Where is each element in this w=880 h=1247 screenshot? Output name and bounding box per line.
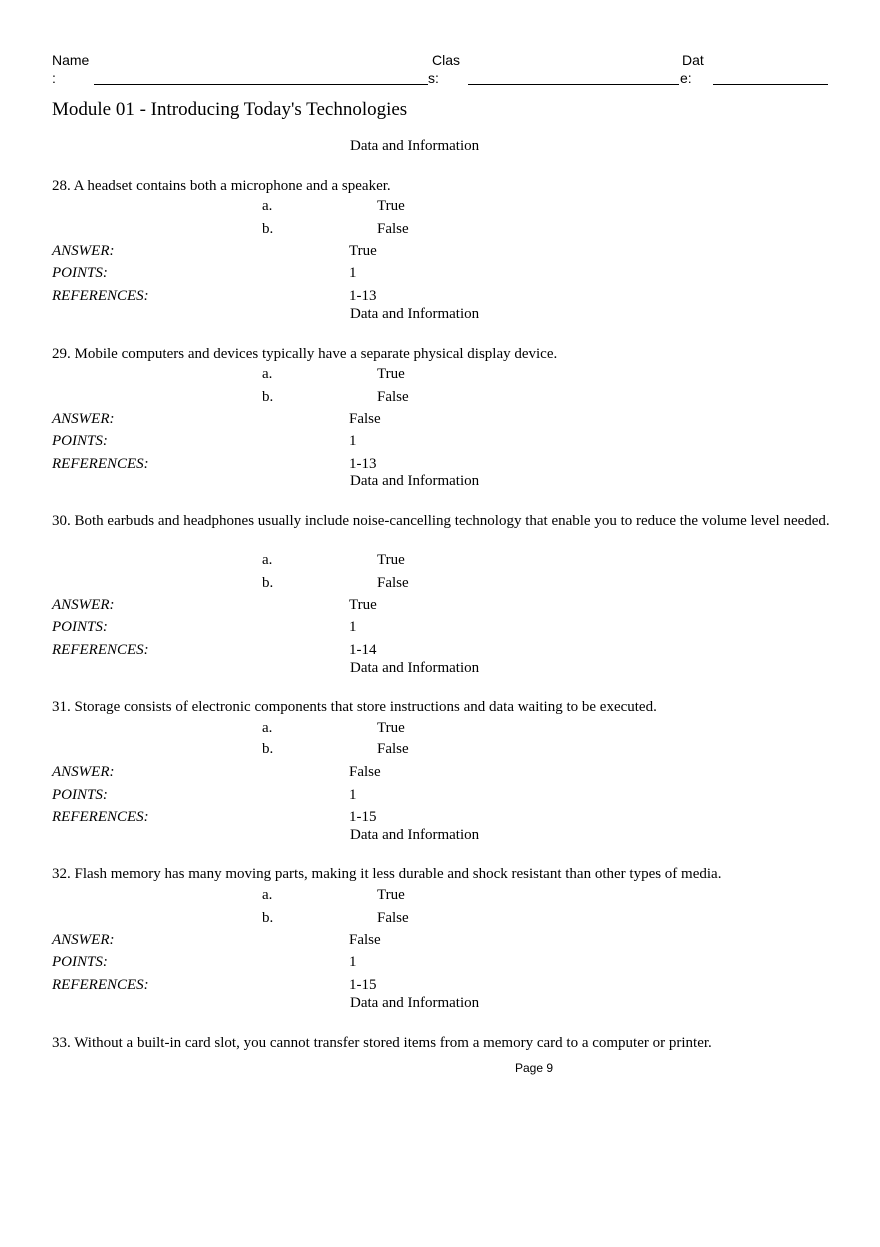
points-label: POINTS: — [52, 265, 108, 281]
option-b-text: False — [377, 389, 409, 405]
name-label-colon: : — [52, 70, 56, 86]
answer-value: True — [349, 243, 377, 259]
reference-page: 1-15 — [349, 977, 377, 993]
option-a-text: True — [377, 552, 405, 568]
option-b-letter: b. — [262, 575, 274, 591]
references-label: REFERENCES: — [52, 642, 149, 658]
option-a-letter: a. — [262, 552, 273, 568]
references-label: REFERENCES: — [52, 809, 149, 825]
option-a-letter: a. — [262, 366, 273, 382]
module-title: Module 01 - Introducing Today's Technologies — [52, 99, 408, 120]
reference-page: 1-15 — [349, 809, 377, 825]
page-number: Page 9 — [515, 1061, 554, 1075]
option-b-text: False — [377, 910, 409, 926]
reference-topic: Data and Information — [350, 306, 480, 322]
reference-topic: Data and Information — [350, 827, 480, 843]
class-field[interactable] — [468, 84, 679, 85]
points-label: POINTS: — [52, 954, 108, 970]
option-a-letter: a. — [262, 720, 273, 736]
answer-value: False — [349, 411, 381, 427]
answer-label: ANSWER: — [52, 764, 115, 780]
class-label-colon: s: — [428, 70, 439, 86]
date-label: Dat — [682, 52, 704, 68]
carryover-reference: Data and Information — [350, 138, 480, 154]
option-b-letter: b. — [262, 221, 274, 237]
answer-label: ANSWER: — [52, 932, 115, 948]
references-label: REFERENCES: — [52, 288, 149, 304]
question-text: 33. Without a built-in card slot, you cannot transfer stored items from a memory card to a computer or printer. — [52, 1035, 712, 1051]
answer-value: False — [349, 932, 381, 948]
option-a-text: True — [377, 366, 405, 382]
name-field[interactable] — [94, 84, 428, 85]
answer-label: ANSWER: — [52, 411, 115, 427]
option-a-text: True — [377, 887, 405, 903]
reference-page: 1-13 — [349, 288, 377, 304]
answer-value: False — [349, 764, 381, 780]
date-field[interactable] — [713, 84, 828, 85]
points-label: POINTS: — [52, 619, 108, 635]
option-b-letter: b. — [262, 741, 274, 757]
points-value: 1 — [349, 433, 357, 449]
points-label: POINTS: — [52, 433, 108, 449]
points-value: 1 — [349, 954, 357, 970]
question-text: 28. A headset contains both a microphone and a speaker. — [52, 178, 391, 194]
reference-topic: Data and Information — [350, 473, 480, 489]
class-label: Clas — [432, 52, 461, 68]
references-label: REFERENCES: — [52, 456, 149, 472]
question-text: 29. Mobile computers and devices typically have a separate physical display device. — [52, 346, 558, 362]
references-label: REFERENCES: — [52, 977, 149, 993]
points-value: 1 — [349, 265, 357, 281]
answer-label: ANSWER: — [52, 243, 115, 259]
question-text: 32. Flash memory has many moving parts, making it less durable and shock resistant than other types of media. — [52, 866, 722, 882]
option-a-text: True — [377, 198, 405, 214]
option-a-text: True — [377, 720, 405, 736]
points-value: 1 — [349, 619, 357, 635]
reference-topic: Data and Information — [350, 660, 480, 676]
reference-page: 1-13 — [349, 456, 377, 472]
option-a-letter: a. — [262, 887, 273, 903]
date-label-colon: e: — [680, 70, 692, 86]
name-label: Name — [52, 52, 90, 68]
answer-value: True — [349, 597, 377, 613]
reference-page: 1-14 — [349, 642, 377, 658]
option-b-letter: b. — [262, 389, 274, 405]
question-text: 31. Storage consists of electronic components that store instructions and data waiting to be executed. — [52, 699, 657, 715]
option-b-text: False — [377, 741, 409, 757]
option-a-letter: a. — [262, 198, 273, 214]
question-text: 30. Both earbuds and headphones usually include noise-cancelling technology that enable you to reduce the volume level needed. — [52, 513, 830, 529]
points-label: POINTS: — [52, 787, 108, 803]
option-b-text: False — [377, 575, 409, 591]
option-b-text: False — [377, 221, 409, 237]
answer-label: ANSWER: — [52, 597, 115, 613]
reference-topic: Data and Information — [350, 995, 480, 1011]
option-b-letter: b. — [262, 910, 274, 926]
points-value: 1 — [349, 787, 357, 803]
